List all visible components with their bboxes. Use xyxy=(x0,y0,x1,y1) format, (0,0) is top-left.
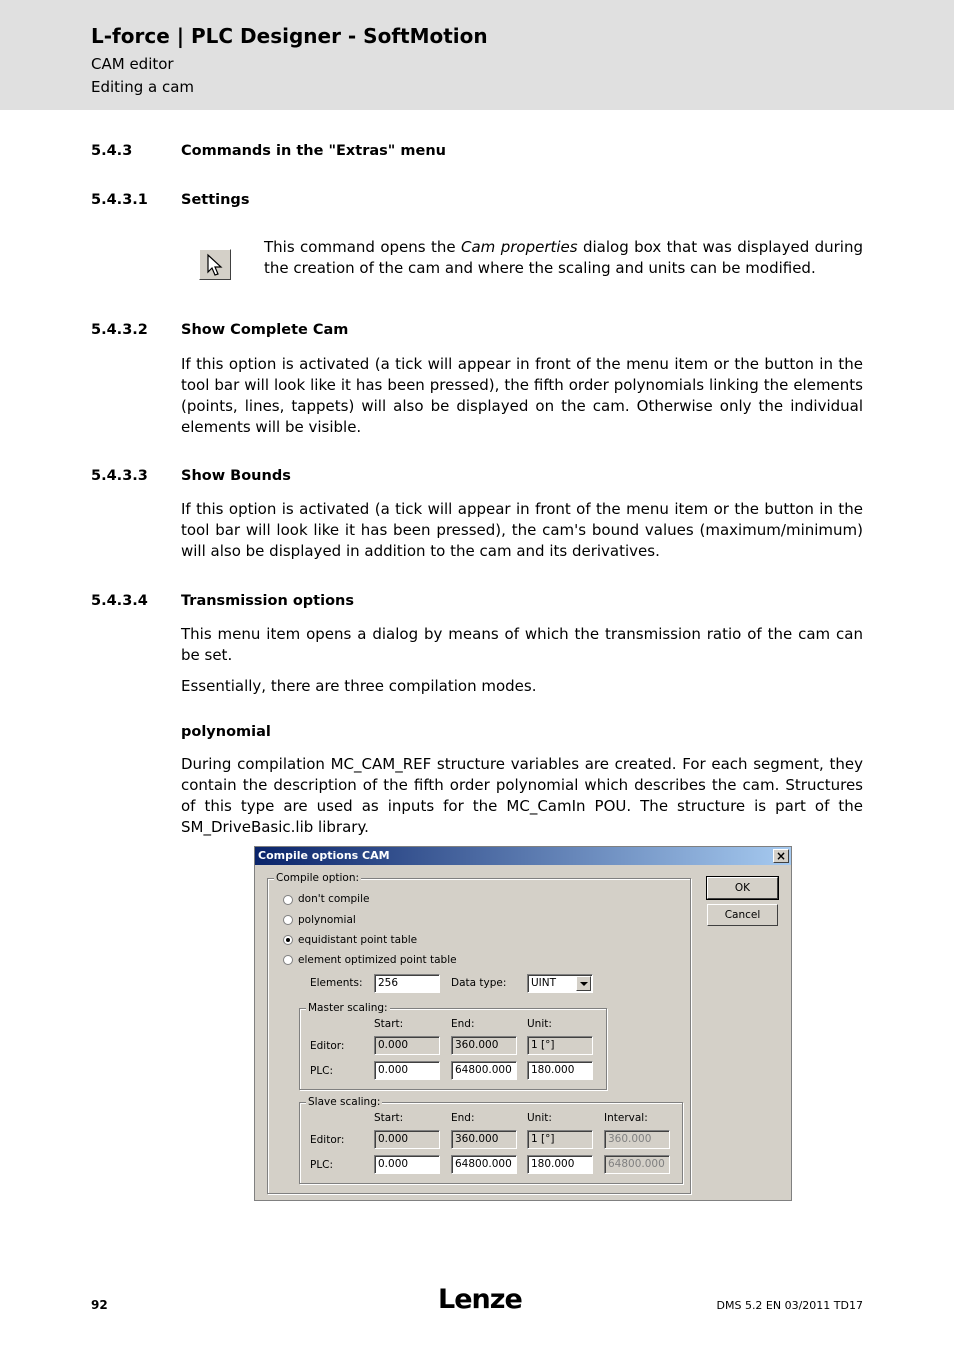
document-id: DMS 5.2 EN 03/2011 TD17 xyxy=(716,1299,863,1312)
column-label: Start: xyxy=(374,1112,404,1124)
dialog-titlebar xyxy=(255,847,791,865)
dialog-title: Compile options CAM xyxy=(258,849,390,862)
master-plc-unit[interactable]: 180.000 xyxy=(527,1061,593,1080)
elements-field[interactable]: 256 xyxy=(374,974,440,993)
ok-button[interactable]: OK xyxy=(707,877,778,899)
group-label: Compile option: xyxy=(276,872,360,884)
radio-polynomial[interactable] xyxy=(283,915,293,925)
column-label: End: xyxy=(451,1018,475,1030)
section-number: 5.4.3.3 xyxy=(91,468,148,484)
radio-equidistant-point-table[interactable] xyxy=(283,935,293,945)
page-header xyxy=(0,0,954,110)
master-editor-unit: 1 [°] xyxy=(527,1036,593,1055)
slave-plc-start[interactable]: 0.000 xyxy=(374,1155,440,1174)
section-title: Settings xyxy=(181,192,250,208)
compile-options-dialog xyxy=(254,846,792,1201)
radio-dont-compile[interactable] xyxy=(283,895,293,905)
settings-toolbar-icon xyxy=(199,249,231,280)
paragraph: Essentially, there are three compilation modes. xyxy=(181,677,537,695)
data-type-value: UINT xyxy=(531,977,557,989)
section-number: 5.4.3.1 xyxy=(91,192,148,208)
paragraph: This menu item opens a dialog by means of which the transmission ratio of the cam can be set. xyxy=(181,625,863,664)
data-type-label: Data type: xyxy=(451,977,507,989)
section-title: Show Bounds xyxy=(181,468,291,484)
slave-editor-interval: 360.000 xyxy=(604,1130,670,1149)
section-title: Commands in the "Extras" menu xyxy=(181,143,446,159)
data-type-select[interactable] xyxy=(527,974,593,993)
section-number: 5.4.3.2 xyxy=(91,322,148,338)
elements-label: Elements: xyxy=(310,977,363,989)
section-number: 5.4.3.4 xyxy=(91,593,148,609)
column-label: Unit: xyxy=(527,1112,552,1124)
cursor-arrow-icon xyxy=(204,253,226,277)
master-editor-start: 0.000 xyxy=(374,1036,440,1055)
master-plc-start[interactable]: 0.000 xyxy=(374,1061,440,1080)
radio-label: don't compile xyxy=(298,893,370,905)
paragraph: If this option is activated (a tick will appear in front of the menu item or the button in the tool bar will look like it has been pressed), the cam's bound values (maximum/minimum) will also be displayed in addition to the cam and its derivatives. xyxy=(181,500,863,560)
radio-label: element optimized point table xyxy=(298,954,457,966)
section-title: Show Complete Cam xyxy=(181,322,349,338)
close-icon[interactable]: × xyxy=(773,849,789,863)
column-label: Start: xyxy=(374,1018,404,1030)
cancel-button[interactable]: Cancel xyxy=(707,904,778,926)
header-chapter: CAM editor xyxy=(91,55,174,73)
slave-plc-interval: 64800.000 xyxy=(604,1155,670,1174)
group-label: Slave scaling: xyxy=(308,1096,381,1108)
slave-plc-end[interactable]: 64800.000 xyxy=(451,1155,517,1174)
master-plc-end[interactable]: 64800.000 xyxy=(451,1061,517,1080)
section-number: 5.4.3 xyxy=(91,143,133,159)
column-label: Interval: xyxy=(604,1112,648,1124)
row-label: Editor: xyxy=(310,1040,345,1052)
column-label: Unit: xyxy=(527,1018,552,1030)
row-label: Editor: xyxy=(310,1134,345,1146)
slave-editor-start: 0.000 xyxy=(374,1130,440,1149)
section-title: Transmission options xyxy=(181,593,354,609)
radio-label: equidistant point table xyxy=(298,934,418,946)
paragraph: If this option is activated (a tick will appear in front of the menu item or the button in the tool bar will look like it has been pressed), the fifth order polynomials linking the elements (points, lines, tappets) will also be displayed on the cam. Otherwise only the individual elements will be visible. xyxy=(181,355,863,436)
page-number: 92 xyxy=(91,1298,108,1312)
slave-plc-unit[interactable]: 180.000 xyxy=(527,1155,593,1174)
row-label: PLC: xyxy=(310,1159,334,1171)
master-editor-end: 360.000 xyxy=(451,1036,517,1055)
column-label: End: xyxy=(451,1112,475,1124)
slave-editor-unit: 1 [°] xyxy=(527,1130,593,1149)
group-label: Master scaling: xyxy=(308,1002,388,1014)
header-section: Editing a cam xyxy=(91,78,195,96)
row-label: PLC: xyxy=(310,1065,334,1077)
radio-element-optimized[interactable] xyxy=(283,955,293,965)
slave-editor-end: 360.000 xyxy=(451,1130,517,1149)
sub-heading: polynomial xyxy=(181,724,271,740)
chevron-down-icon[interactable] xyxy=(576,976,591,991)
header-title: L-force | PLC Designer - SoftMotion xyxy=(91,24,488,48)
settings-description: This command opens the Cam properties dialog box that was displayed during the creation of the cam and where the scaling and units can be modified. xyxy=(264,238,864,277)
paragraph: During compilation MC_CAM_REF structure variables are created. For each segment, they contain the description of the fifth order polynomial which describes the cam. Structures of this type are used as inputs for the MC_CamIn POU. The structure is part of the SM_DriveBasic.lib library. xyxy=(181,755,863,836)
radio-label: polynomial xyxy=(298,914,356,926)
lenze-logo: Lenze xyxy=(438,1284,522,1315)
